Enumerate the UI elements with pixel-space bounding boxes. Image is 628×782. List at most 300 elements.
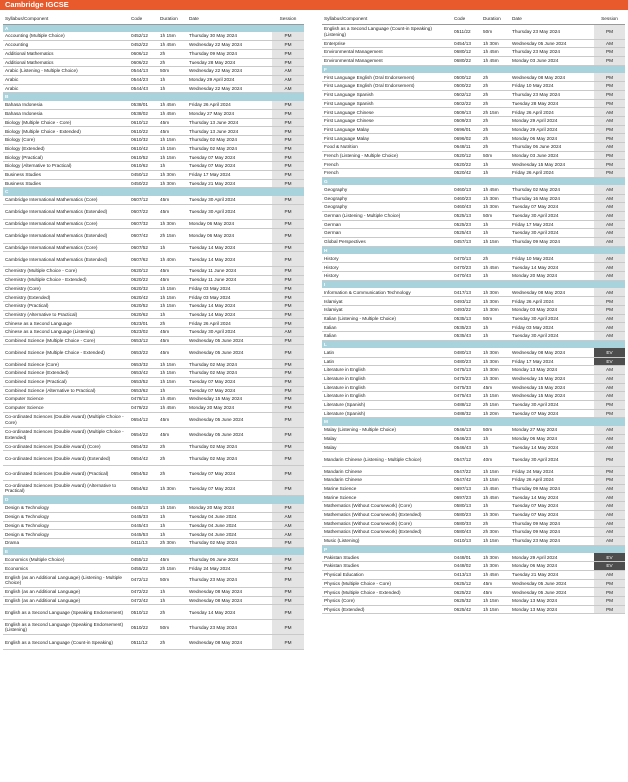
syllabus-cell: Economics [3, 564, 129, 573]
code-cell: 0535/13 [452, 314, 481, 323]
date-cell: Wednesday 05 June 2024 [510, 588, 594, 597]
session-cell: PM [594, 73, 625, 82]
date-cell: Friday 10 May 2024 [510, 82, 594, 91]
syllabus-cell: Enterprise [322, 39, 452, 48]
syllabus-cell: First Language English (Oral Endorsement) [322, 73, 452, 82]
table-row [3, 110, 304, 119]
syllabus-cell: Geography [322, 194, 452, 203]
date-cell: Wednesday 08 May 2024 [187, 596, 272, 605]
session-cell: PM [272, 403, 304, 412]
duration-cell: 45m [158, 328, 187, 337]
table-row [322, 588, 625, 597]
syllabus-cell: Cambridge International Mathematics (Core) [3, 243, 129, 252]
table-row [3, 179, 304, 188]
table-row [322, 160, 625, 169]
code-cell: 0457/13 [452, 237, 481, 246]
syllabus-cell: Mathematics (Without Coursework) (Extended) [322, 528, 452, 537]
syllabus-cell: Business Studies [3, 179, 129, 188]
table-row [3, 153, 304, 162]
table-row [322, 254, 625, 263]
duration-cell: 2h [158, 635, 187, 650]
duration-cell: 1h 30m [481, 553, 510, 562]
syllabus-cell: English as a Second Language (Speaking Endorsement) (Listening) [3, 620, 129, 635]
duration-cell: 45m [158, 555, 187, 564]
date-cell: Tuesday 30 April 2024 [510, 314, 594, 323]
code-cell: 0488/12 [452, 400, 481, 409]
syllabus-cell: Physical Education [322, 570, 452, 579]
syllabus-cell: Literature (Spanish) [322, 400, 452, 409]
code-cell: 0580/13 [452, 502, 481, 511]
syllabus-cell: Chemistry (Multiple Choice - Extended) [3, 275, 129, 284]
table-row [3, 336, 304, 345]
duration-cell: 2h 30m [158, 539, 187, 548]
duration-cell: 1h 45m [158, 395, 187, 404]
syllabus-cell: Cambridge International Mathematics (Core) [3, 219, 129, 228]
duration-cell: 1h [158, 243, 187, 252]
code-cell: 0520/12 [452, 151, 481, 160]
syllabus-cell: Combined Science (Extended) [3, 369, 129, 378]
duration-cell: 1h 30m [481, 374, 510, 383]
duration-cell: 45m [481, 579, 510, 588]
duration-cell: 1h [481, 169, 510, 178]
duration-cell: 2h [481, 254, 510, 263]
duration-cell: 2h [158, 466, 187, 481]
date-cell: Wednesday 15 May 2024 [187, 395, 272, 404]
exam-table-right [322, 14, 625, 614]
table-row [3, 386, 304, 395]
syllabus-cell: Geography [322, 185, 452, 194]
syllabus-cell: Italian [322, 332, 452, 341]
syllabus-cell: Mandarin Chinese (Listening - Multiple Choice) [322, 452, 452, 467]
duration-cell: 1h [481, 160, 510, 169]
date-cell: Tuesday 11 June 2024 [187, 275, 272, 284]
table-row [3, 369, 304, 378]
date-cell: Tuesday 30 April 2024 [510, 452, 594, 467]
duration-cell: 45m [158, 204, 187, 219]
table-row [322, 443, 625, 452]
session-cell: PM [272, 49, 304, 58]
table-row [3, 75, 304, 84]
code-cell: 0620/62 [129, 310, 158, 319]
code-cell: 0475/43 [452, 392, 481, 401]
session-cell: PM [272, 635, 304, 650]
date-cell: Thursday 13 June 2024 [187, 127, 272, 136]
duration-cell: 2h [158, 451, 187, 466]
code-cell: 0546/23 [452, 435, 481, 444]
date-cell: Thursday 16 May 2024 [510, 194, 594, 203]
date-cell: Tuesday 21 May 2024 [187, 179, 272, 188]
syllabus-cell: First Language Malay [322, 134, 452, 143]
code-cell: 0547/22 [452, 467, 481, 476]
table-row [322, 108, 625, 117]
code-cell: 0607/52 [129, 243, 158, 252]
code-cell: 0455/12 [129, 555, 158, 564]
session-cell: AM [594, 435, 625, 444]
code-cell: 0696/02 [452, 134, 481, 143]
table-row [322, 476, 625, 485]
syllabus-cell: Literature in English [322, 374, 452, 383]
section-header-row [3, 496, 304, 504]
code-cell: 0502/12 [452, 90, 481, 99]
duration-cell: 1h 15m [158, 369, 187, 378]
table-row [3, 49, 304, 58]
table-row [322, 297, 625, 306]
header-code: Code [129, 14, 158, 24]
code-cell: 0625/22 [452, 588, 481, 597]
syllabus-cell: Latin [322, 357, 452, 366]
session-cell: AM [594, 528, 625, 537]
code-cell: 0509/13 [452, 108, 481, 117]
duration-cell: 1h 15m [481, 392, 510, 401]
table-row [322, 194, 625, 203]
date-cell: Thursday 09 May 2024 [187, 49, 272, 58]
code-cell: 0445/53 [129, 530, 158, 539]
syllabus-cell: Global Perspectives [322, 237, 452, 246]
section-header-row [322, 340, 625, 348]
session-cell: PM [272, 369, 304, 378]
session-cell: PM [594, 579, 625, 588]
table-row [3, 204, 304, 219]
date-cell: Friday 24 May 2024 [187, 564, 272, 573]
date-cell: Tuesday 04 June 2024 [187, 521, 272, 530]
syllabus-cell: Co-ordinated Sciences (Double Award) (Core) [3, 442, 129, 451]
syllabus-cell: First Language Malay [322, 125, 452, 134]
code-cell: 0654/52 [129, 466, 158, 481]
table-row [3, 442, 304, 451]
date-cell: Wednesday 08 May 2024 [510, 73, 594, 82]
session-cell: PM [272, 284, 304, 293]
section-letter: L [322, 340, 625, 348]
code-cell: 0580/43 [452, 528, 481, 537]
code-cell: 0620/52 [129, 302, 158, 311]
date-cell: Thursday 23 May 2024 [510, 536, 594, 545]
code-cell: 0625/32 [452, 597, 481, 606]
session-cell: PM [272, 564, 304, 573]
duration-cell: 1h 30m [481, 297, 510, 306]
syllabus-cell: Computer Science [3, 403, 129, 412]
session-cell: PM [272, 153, 304, 162]
table-row [3, 521, 304, 530]
table-row [3, 219, 304, 228]
duration-cell: 1h 15m [158, 144, 187, 153]
session-cell: AM [272, 75, 304, 84]
duration-cell: 2h 15m [158, 228, 187, 243]
duration-cell: 1h [158, 310, 187, 319]
duration-cell: 1h 45m [158, 41, 187, 50]
duration-cell: 50m [481, 151, 510, 160]
session-cell: PM [594, 169, 625, 178]
code-cell: 0417/13 [452, 288, 481, 297]
duration-cell: 50m [158, 67, 187, 76]
session-cell: AM [594, 426, 625, 435]
table-row [3, 530, 304, 539]
code-cell: 0448/02 [452, 562, 481, 571]
header-date: Date [187, 14, 272, 24]
session-cell: AM [272, 328, 304, 337]
duration-cell: 50m [158, 573, 187, 588]
duration-cell: 1h 30m [481, 39, 510, 48]
session-cell: AM [272, 521, 304, 530]
table-row [322, 484, 625, 493]
session-cell: PM [594, 297, 625, 306]
table-row [322, 348, 625, 357]
date-cell: Friday 10 May 2024 [510, 254, 594, 263]
header-duration: Duration [158, 14, 187, 24]
date-cell: Tuesday 07 May 2024 [187, 481, 272, 496]
session-cell: PM [272, 32, 304, 41]
table-row [322, 229, 625, 238]
syllabus-cell: First Language Spanish [322, 99, 452, 108]
duration-cell: 1h [481, 443, 510, 452]
session-cell: AM [594, 263, 625, 272]
table-row [3, 302, 304, 311]
date-cell: Monday 13 May 2024 [510, 366, 594, 375]
date-cell: Monday 27 May 2024 [187, 110, 272, 119]
code-cell: 0535/23 [452, 323, 481, 332]
session-cell: PM [272, 41, 304, 50]
session-cell: PM [272, 118, 304, 127]
duration-cell: 1h 30m [481, 203, 510, 212]
session-cell: AM [594, 272, 625, 281]
syllabus-cell: Pakistan Studies [322, 553, 452, 562]
header-session: Session [272, 14, 304, 24]
session-cell: AM [594, 229, 625, 238]
syllabus-cell: Malay (Listening - Multiple Choice) [322, 426, 452, 435]
syllabus-cell: Geography [322, 203, 452, 212]
code-cell: 0625/42 [452, 605, 481, 614]
table-row [322, 409, 625, 418]
section-letter: M [322, 418, 625, 426]
table-row [322, 117, 625, 126]
duration-cell: 2h [158, 49, 187, 58]
duration-cell: 2h [158, 442, 187, 451]
session-cell: PM [272, 605, 304, 620]
duration-cell: 1h 15m [481, 536, 510, 545]
code-cell: 0493/12 [452, 297, 481, 306]
code-cell: 0511/22 [452, 24, 481, 39]
duration-cell: 1h 30m [158, 170, 187, 179]
session-cell: PM [272, 336, 304, 345]
exam-table-left [3, 14, 304, 650]
date-cell: Wednesday 05 June 2024 [510, 39, 594, 48]
date-cell: Thursday 23 May 2024 [510, 90, 594, 99]
syllabus-cell: First Language Chinese [322, 117, 452, 126]
section-header-row [322, 418, 625, 426]
session-cell: PM [272, 539, 304, 548]
date-cell: Monday 03 June 2024 [510, 56, 594, 65]
session-cell: AM [594, 211, 625, 220]
code-cell: 0470/43 [452, 272, 481, 281]
duration-cell: 1h [481, 502, 510, 511]
table-row [322, 374, 625, 383]
code-cell: 0544/43 [129, 84, 158, 93]
date-cell: Monday 20 May 2024 [510, 272, 594, 281]
session-cell: PM [272, 267, 304, 276]
duration-cell: 1h 15m [158, 153, 187, 162]
duration-cell: 2h 15m [158, 564, 187, 573]
duration-cell: 1h 30m [158, 219, 187, 228]
table-row [3, 412, 304, 427]
code-cell: 0607/12 [129, 196, 158, 205]
duration-cell: 2h [481, 143, 510, 152]
date-cell: Thursday 06 June 2024 [187, 555, 272, 564]
syllabus-cell: Italian [322, 323, 452, 332]
duration-cell: 1h 30m [481, 510, 510, 519]
syllabus-cell: Mathematics (Without Coursework) (Core) [322, 502, 452, 511]
table-row [3, 32, 304, 41]
session-cell: AM [594, 323, 625, 332]
session-cell: PM [272, 395, 304, 404]
date-cell: Tuesday 14 May 2024 [187, 302, 272, 311]
table-row [322, 99, 625, 108]
duration-cell: 1h 15m [158, 136, 187, 145]
session-cell: PM [272, 275, 304, 284]
code-cell: 0607/62 [129, 252, 158, 267]
date-cell: Tuesday 07 May 2024 [187, 386, 272, 395]
code-cell: 0480/13 [452, 348, 481, 357]
table-row [322, 237, 625, 246]
code-cell: 0654/62 [129, 481, 158, 496]
code-cell: 0654/22 [129, 427, 158, 442]
syllabus-cell: German [322, 220, 452, 229]
duration-cell: 45m [158, 127, 187, 136]
code-cell: 0607/32 [129, 219, 158, 228]
session-cell: PM [594, 160, 625, 169]
syllabus-cell: English (as an Additional Language) [3, 596, 129, 605]
syllabus-cell: Accounting (Multiple Choice) [3, 32, 129, 41]
code-cell: 0546/43 [452, 443, 481, 452]
session-cell: AM [594, 220, 625, 229]
duration-cell: 45m [158, 118, 187, 127]
session-cell: AM [594, 185, 625, 194]
duration-cell: 1h 45m [481, 484, 510, 493]
code-cell: 0480/23 [452, 357, 481, 366]
date-cell: Tuesday 04 June 2024 [187, 530, 272, 539]
syllabus-cell: Literature in English [322, 383, 452, 392]
session-cell: PM [272, 412, 304, 427]
syllabus-cell: Food & Nutrition [322, 143, 452, 152]
code-cell: 0538/02 [129, 110, 158, 119]
code-cell: 0696/01 [452, 125, 481, 134]
syllabus-cell: Computer Science [3, 395, 129, 404]
code-cell: 0625/12 [452, 579, 481, 588]
code-cell: 0525/13 [452, 211, 481, 220]
syllabus-cell: Physics (Extended) [322, 605, 452, 614]
code-cell: 0525/23 [452, 220, 481, 229]
date-cell: Wednesday 05 June 2024 [187, 336, 272, 345]
section-letter: G [322, 177, 625, 185]
table-row [3, 144, 304, 153]
duration-cell: 2h 15m [481, 108, 510, 117]
code-cell: 0620/22 [129, 275, 158, 284]
date-cell: Thursday 02 May 2024 [187, 369, 272, 378]
code-cell: 0445/33 [129, 512, 158, 521]
session-cell: EV [594, 562, 625, 571]
session-cell: PM [272, 360, 304, 369]
code-cell: 0472/12 [129, 573, 158, 588]
session-cell: AM [594, 366, 625, 375]
date-cell: Monday 29 April 2024 [187, 75, 272, 84]
code-cell: 0653/62 [129, 386, 158, 395]
code-cell: 0610/62 [129, 162, 158, 171]
code-cell: 0525/43 [452, 229, 481, 238]
session-cell: PM [272, 466, 304, 481]
date-cell: Thursday 02 May 2024 [510, 185, 594, 194]
syllabus-cell: Co-ordinated Sciences (Double Award) (Multiple Choice - Extended) [3, 427, 129, 442]
code-cell: 0450/12 [129, 170, 158, 179]
code-cell: 0653/32 [129, 360, 158, 369]
table-row [3, 481, 304, 496]
duration-cell: 1h 15m [158, 377, 187, 386]
code-cell: 0470/13 [452, 254, 481, 263]
syllabus-cell: History [322, 254, 452, 263]
date-cell: Wednesday 08 May 2024 [187, 588, 272, 597]
date-cell: Friday 03 May 2024 [187, 293, 272, 302]
session-cell: PM [272, 573, 304, 588]
table-row [322, 383, 625, 392]
code-cell: 0535/43 [452, 332, 481, 341]
code-cell: 0475/33 [452, 383, 481, 392]
syllabus-cell: Music (Listening) [322, 536, 452, 545]
syllabus-cell: Information & Communication Technology [322, 288, 452, 297]
table-row [322, 597, 625, 606]
table-row [322, 502, 625, 511]
code-cell: 0445/43 [129, 521, 158, 530]
code-cell: 0455/22 [129, 564, 158, 573]
session-cell: AM [594, 502, 625, 511]
date-cell: Monday 06 May 2024 [187, 219, 272, 228]
code-cell: 0460/13 [452, 185, 481, 194]
syllabus-cell: French [322, 169, 452, 178]
syllabus-cell: English as a Second Language (Count-in Speaking) (Listening) [322, 24, 452, 39]
code-cell: 0653/42 [129, 369, 158, 378]
syllabus-cell: First Language English (Oral Endorsement) [322, 82, 452, 91]
date-cell: Tuesday 21 May 2024 [510, 570, 594, 579]
session-cell: AM [594, 519, 625, 528]
duration-cell: 45m [158, 336, 187, 345]
code-cell: 0653/52 [129, 377, 158, 386]
syllabus-cell: Malay [322, 443, 452, 452]
session-cell: PM [594, 605, 625, 614]
table-row [3, 555, 304, 564]
session-cell: PM [272, 127, 304, 136]
date-cell: Thursday 23 May 2024 [510, 24, 594, 39]
duration-cell: 1h [481, 332, 510, 341]
syllabus-cell: Cambridge International Mathematics (Extended) [3, 204, 129, 219]
code-cell: 0450/22 [129, 179, 158, 188]
date-cell: Monday 03 June 2024 [510, 151, 594, 160]
duration-cell: 2h 15m [481, 400, 510, 409]
syllabus-cell: English (as an Additional Language) [3, 588, 129, 597]
session-cell: PM [272, 442, 304, 451]
code-cell: 0580/23 [452, 510, 481, 519]
table-row [3, 67, 304, 76]
session-cell: PM [272, 243, 304, 252]
session-cell: PM [272, 179, 304, 188]
date-cell: Tuesday 07 May 2024 [510, 409, 594, 418]
table-row [3, 58, 304, 67]
table-row [3, 275, 304, 284]
session-cell: AM [594, 288, 625, 297]
date-cell: Wednesday 05 June 2024 [187, 427, 272, 442]
date-cell: Tuesday 28 May 2024 [510, 99, 594, 108]
syllabus-cell: Drama [3, 539, 129, 548]
session-cell: AM [594, 392, 625, 401]
duration-cell: 1h [158, 84, 187, 93]
date-cell: Friday 17 May 2024 [187, 170, 272, 179]
syllabus-cell: Bahasa Indonesia [3, 110, 129, 119]
duration-cell: 2h [481, 519, 510, 528]
